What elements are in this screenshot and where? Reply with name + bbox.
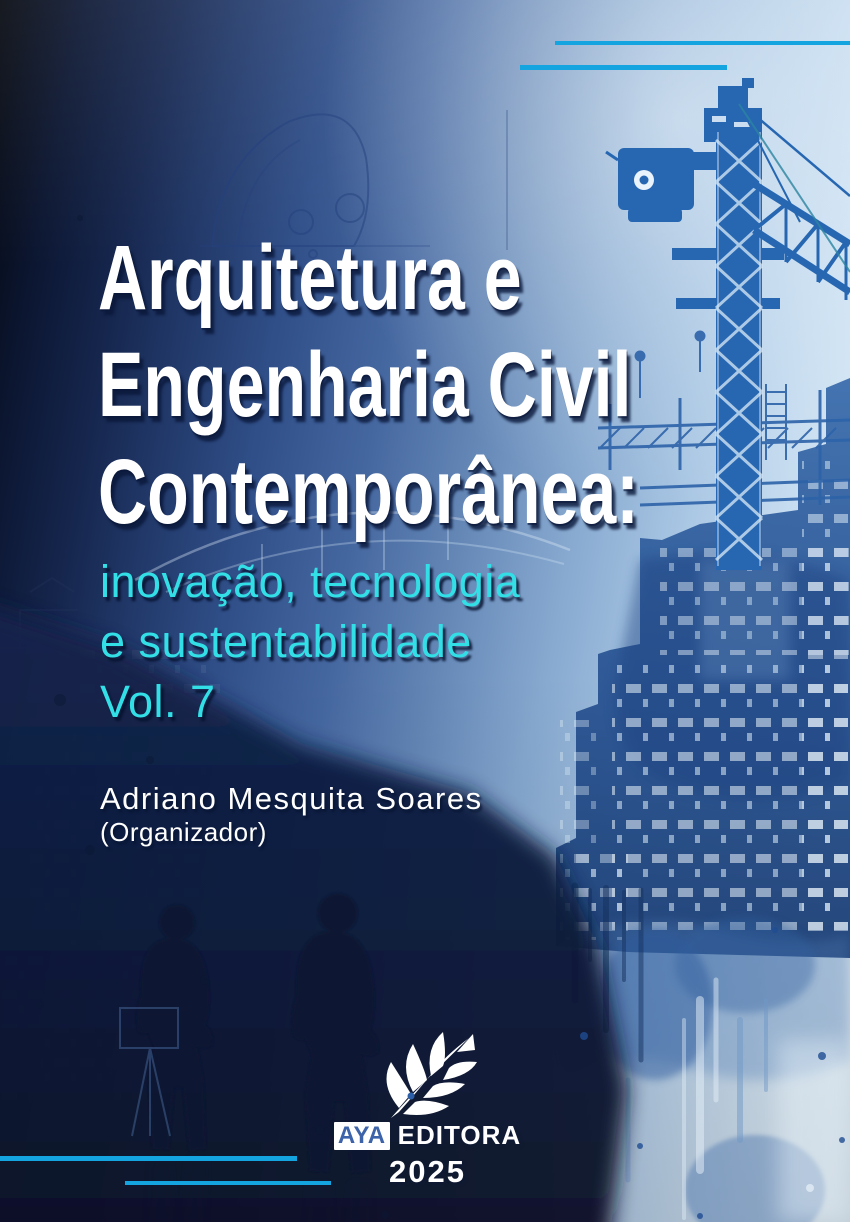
publisher-name-row (334, 1120, 521, 1151)
author-role: (Organizador) (100, 817, 267, 847)
publisher-logo-lockup (330, 1032, 525, 1190)
accent-line-top-secondary (520, 65, 727, 70)
publisher-acronym-badge: AYA (334, 1122, 390, 1150)
accent-line-bottom-primary (0, 1156, 297, 1161)
subtitle-line-1: inovação, tecnologia (100, 556, 521, 607)
publisher-year: 2025 (389, 1154, 466, 1189)
accent-line-bottom-secondary (125, 1181, 331, 1185)
title-block (98, 225, 639, 546)
author-name: Adriano Mesquita Soares (100, 781, 483, 816)
title-line-3: Contemporânea: (98, 441, 639, 543)
publisher-name: EDITORA (397, 1120, 522, 1150)
title-line-2: Engenharia Civil (98, 334, 632, 436)
volume-label: Vol. 7 (100, 676, 216, 727)
author-block (100, 781, 483, 847)
fern-leaf-logo-icon (385, 1032, 489, 1122)
subtitle-line-2: e sustentabilidade (100, 616, 472, 667)
subtitle-block (100, 552, 520, 732)
title-line-1: Arquitetura e (98, 227, 522, 329)
accent-line-top-primary (555, 41, 850, 45)
